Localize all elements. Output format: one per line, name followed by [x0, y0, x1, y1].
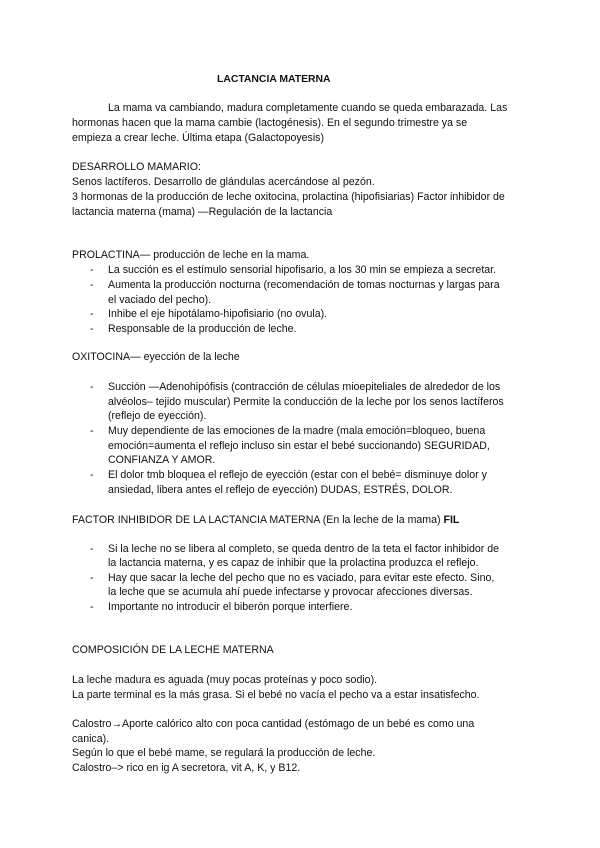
bullet-dash: -: [90, 601, 94, 613]
bullet-dash: -: [90, 308, 94, 320]
bullet-dash: -: [90, 279, 94, 291]
section-heading-prolactina: PROLACTINA— producción de leche en la mama.: [72, 249, 310, 261]
list-item: Hay que sacar la leche del pecho que no es vaciado, para evitar este efecto. Sino,: [108, 572, 495, 584]
list-item-continuation: CONFIANZA Y AMOR.: [108, 454, 216, 466]
paragraph-line: 3 hormonas de la producción de leche oxitocina, prolactina (hipofisiarias) Factor inhibidor de: [72, 191, 505, 203]
section-heading-desarrollo: DESARROLLO MAMARIO:: [72, 161, 201, 173]
fil-heading-text: FACTOR INHIBIDOR DE LA LACTANCIA MATERNA (En la leche de la mama): [72, 514, 441, 526]
section-heading-fil: [72, 513, 459, 528]
list-item-continuation: ansiedad, libera antes el reflejo de eyección) DUDAS, ESTRÉS, DOLOR.: [108, 484, 453, 496]
paragraph-line: La parte terminal es la más grasa. Si el bebé no vacía el pecho va a estar insatisfecho.: [72, 689, 480, 701]
bullet-dash: -: [90, 469, 94, 481]
document-title: LACTANCIA MATERNA: [217, 74, 331, 85]
list-item: Si la leche no se libera al completo, se queda dentro de la teta el factor inhibidor de: [108, 543, 500, 555]
list-item: Aumenta la producción nocturna (recomendación de tomas nocturnas y largas para: [108, 279, 500, 291]
list-item: Inhibe el eje hipotálamo-hipofisiario (no ovula).: [108, 308, 328, 320]
paragraph-line: La leche madura es aguada (muy pocas proteínas y poco sodio).: [72, 674, 378, 686]
list-item: La succión es el estímulo sensorial hipofisario, a los 30 min se empieza a secretar.: [108, 264, 497, 276]
list-item: Importante no introducir el biberón porque interfiere.: [108, 601, 353, 613]
paragraph-line: Según lo que el bebé mame, se regulará la producción de leche.: [72, 747, 376, 759]
paragraph-line: Senos lactíferos. Desarrollo de glándulas acercándose al pezón.: [72, 176, 375, 188]
bullet-dash: -: [90, 543, 94, 555]
bullet-dash: -: [90, 264, 94, 276]
intro-line: hormonas hacen que la mama cambie (lactogénesis). En el segundo trimestre ya se: [72, 117, 468, 129]
list-item: Muy dependiente de las emociones de la madre (mala emoción=bloqueo, buena: [108, 425, 486, 437]
list-item-continuation: emoción=aumenta el reflejo incluso sin estar el bebé succionando) SEGURIDAD,: [108, 440, 490, 452]
paragraph-line: canica).: [72, 733, 110, 745]
bullet-dash: -: [90, 572, 94, 584]
section-heading-composicion: COMPOSICIÓN DE LA LECHE MATERNA: [72, 644, 274, 656]
paragraph-line: Calostro–> rico en ig A secretora, vit A, K, y B12.: [72, 762, 301, 774]
list-item-continuation: el vaciado del pecho).: [108, 294, 212, 306]
list-item-continuation: (reflejo de eyección).: [108, 410, 207, 422]
section-heading-oxitocina: OXITOCINA— eyección de la leche: [72, 351, 240, 363]
fil-heading-bold: FIL: [443, 514, 460, 526]
paragraph-line: lactancia materna (mama) —Regulación de la lactancia: [72, 206, 333, 218]
list-item: Responsable de la producción de leche.: [108, 323, 297, 335]
paragraph-line: Calostro→Aporte calórico alto con poca cantidad (estómago de un bebé es como una: [72, 718, 475, 730]
list-item-continuation: alvéolos– tejido muscular) Permite la conducción de la leche por los senos lactíferos: [108, 396, 504, 408]
list-item: Succión —Adenohipófisis (contracción de células mioepiteliales de alrededor de los: [108, 381, 501, 393]
list-item: El dolor tmb bloquea el reflejo de eyección (estar con el bebé= disminuye dolor y: [108, 469, 487, 481]
bullet-dash: -: [90, 381, 94, 393]
bullet-dash: -: [90, 425, 94, 437]
list-item-continuation: la leche que se acumula ahí puede infectarse y provocar afecciones diversas.: [108, 586, 473, 598]
intro-line: La mama va cambiando, madura completamente cuando se queda embarazada. Las: [108, 102, 508, 114]
intro-line: empieza a crear leche. Última etapa (Galactopoyesis): [72, 132, 325, 144]
bullet-dash: -: [90, 323, 94, 335]
list-item-continuation: la lactancia materna, y es capaz de inhibir que la prolactina produzca el reflejo.: [108, 557, 479, 569]
